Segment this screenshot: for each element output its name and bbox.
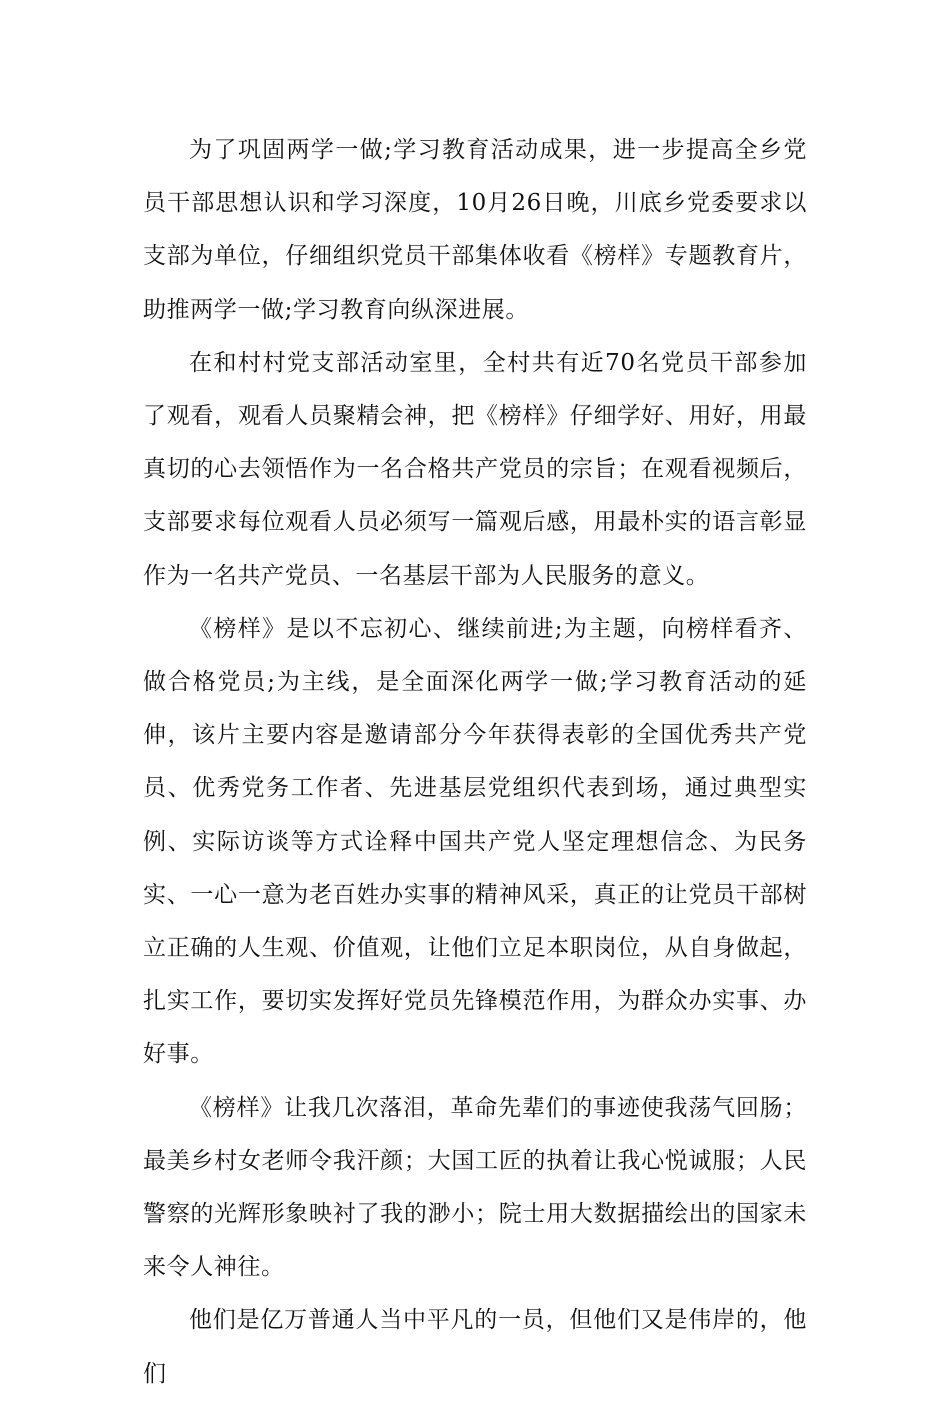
document-body [143, 124, 807, 1401]
paragraph-3: 《榜样》是以不忘初心、继续前进;为主题，向榜样看齐、做合格党员;为主线，是全面深化两学一做;学习教育活动的延伸，该片主要内容是邀请部分今年获得表彰的全国优秀共产党员、优秀党务工作者、先进基层党组织代表到场，通过典型实例、实际访谈等方式诠释中国共产党人坚定理想信念、为民务实、一心一意为老百姓办实事的精神风采，真正的让党员干部树立正确的人生观、价值观，让他们立足本职岗位，从自身做起，扎实工作，要切实发挥好党员先锋模范作用，为群众办实事、办好事。 [143, 615, 807, 1068]
paragraph-5: 他们是亿万普通人当中平凡的一员，但他们又是伟岸的，他们 [143, 1307, 807, 1387]
paragraph-2: 在和村村党支部活动室里，全村共有近70名党员干部参加了观看，观看人员聚精会神，把《榜样》仔细学好、用好，用最真切的心去领悟作为一名合格共产党员的宗旨；在观看视频后，支部要求每位观看人员必须写一篇观后感，用最朴实的语言彰显作为一名共产党员、一名基层干部为人民服务的意义。 [143, 349, 807, 589]
paragraph-1: 为了巩固两学一做;学习教育活动成果，进一步提高全乡党员干部思想认识和学习深度，10月26日晚，川底乡党委要求以支部为单位，仔细组织党员干部集体收看《榜样》专题教育片，助推两学一做;学习教育向纵深进展。 [143, 137, 807, 323]
paragraph-4: 《榜样》让我几次落泪，革命先辈们的事迹使我荡气回肠；最美乡村女老师令我汗颜；大国工匠的执着让我心悦诚服；人民警察的光辉形象映衬了我的渺小；院士用大数据描绘出的国家未来令人神往。 [143, 1094, 807, 1281]
